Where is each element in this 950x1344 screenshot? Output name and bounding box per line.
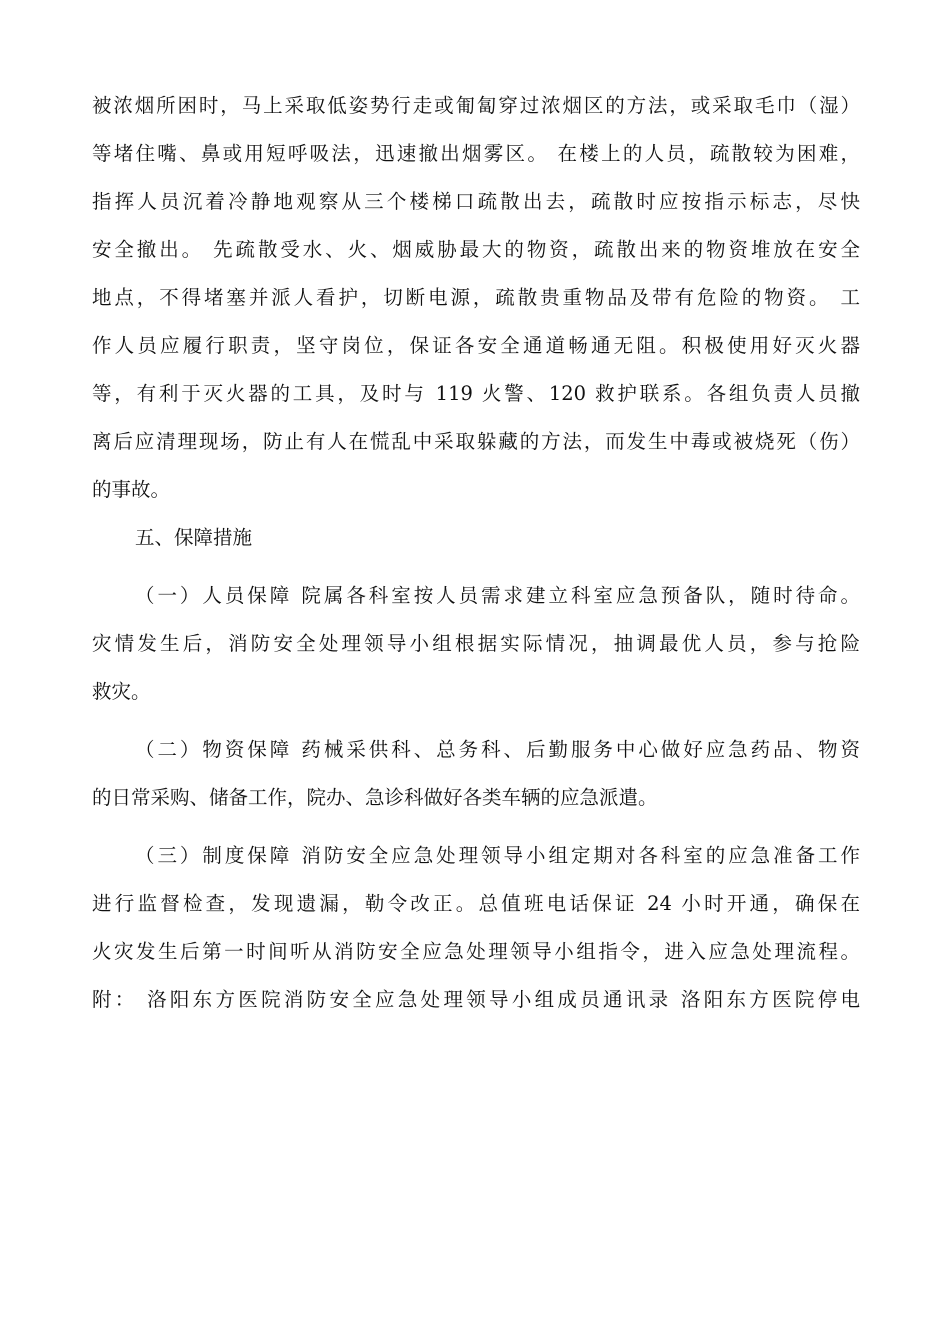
- text-line-14: （二）物资保障 药械采供科、总务科、后勤服务中心做好应急药品、物资: [135, 738, 860, 761]
- text-line-6: 作人员应履行职责，坚守岗位，保证各安全通道畅通无阻。积极使用好灭火器: [92, 334, 860, 357]
- text-line-2: 等堵住嘴、鼻或用短呼吸法，迅速撤出烟雾区。 在楼上的人员，疏散较为困难，: [92, 142, 860, 165]
- text-line-7: 等，有利于灭火器的工具，及时与 119 火警、120 救护联系。各组负责人员撤: [92, 382, 860, 405]
- text-line-5: 地点，不得堵塞并派人看护，切断电源，疏散贵重物品及带有危险的物资。 工: [92, 286, 860, 309]
- text-line-12: 灾情发生后，消防安全处理领导小组根据实际情况，抽调最优人员，参与抢险: [92, 632, 860, 655]
- text-line-16: （三）制度保障 消防安全应急处理领导小组定期对各科室的应急准备工作: [135, 844, 860, 867]
- text-line-4: 安全撤出。 先疏散受水、火、烟威胁最大的物资，疏散出来的物资堆放在安全: [92, 238, 860, 261]
- text-line-1: 被浓烟所困时，马上采取低姿势行走或匍匐穿过浓烟区的方法，或采取毛巾（湿）: [92, 94, 860, 117]
- section-heading: 五、保障措施: [135, 526, 253, 549]
- text-line-18: 火灾发生后第一时间听从消防安全应急处理领导小组指令，进入应急处理流程。: [92, 940, 860, 963]
- text-line-19: 附： 洛阳东方医院消防安全应急处理领导小组成员通讯录 洛阳东方医院停电: [92, 988, 860, 1011]
- text-line-15: 的日常采购、储备工作，院办、急诊科做好各类车辆的应急派遣。: [92, 786, 658, 809]
- text-line-3: 指挥人员沉着冷静地观察从三个楼梯口疏散出去，疏散时应按指示标志，尽快: [92, 190, 860, 213]
- text-line-13: 救灾。: [92, 680, 151, 703]
- text-line-17: 进行监督检查，发现遗漏，勒令改正。总值班电话保证 24 小时开通，确保在: [92, 892, 860, 915]
- text-line-11: （一）人员保障 院属各科室按人员需求建立科室应急预备队，随时待命。: [135, 584, 860, 607]
- text-line-9: 的事故。: [92, 478, 171, 501]
- text-line-8: 离后应清理现场，防止有人在慌乱中采取躲藏的方法，而发生中毒或被烧死（伤）: [92, 430, 860, 453]
